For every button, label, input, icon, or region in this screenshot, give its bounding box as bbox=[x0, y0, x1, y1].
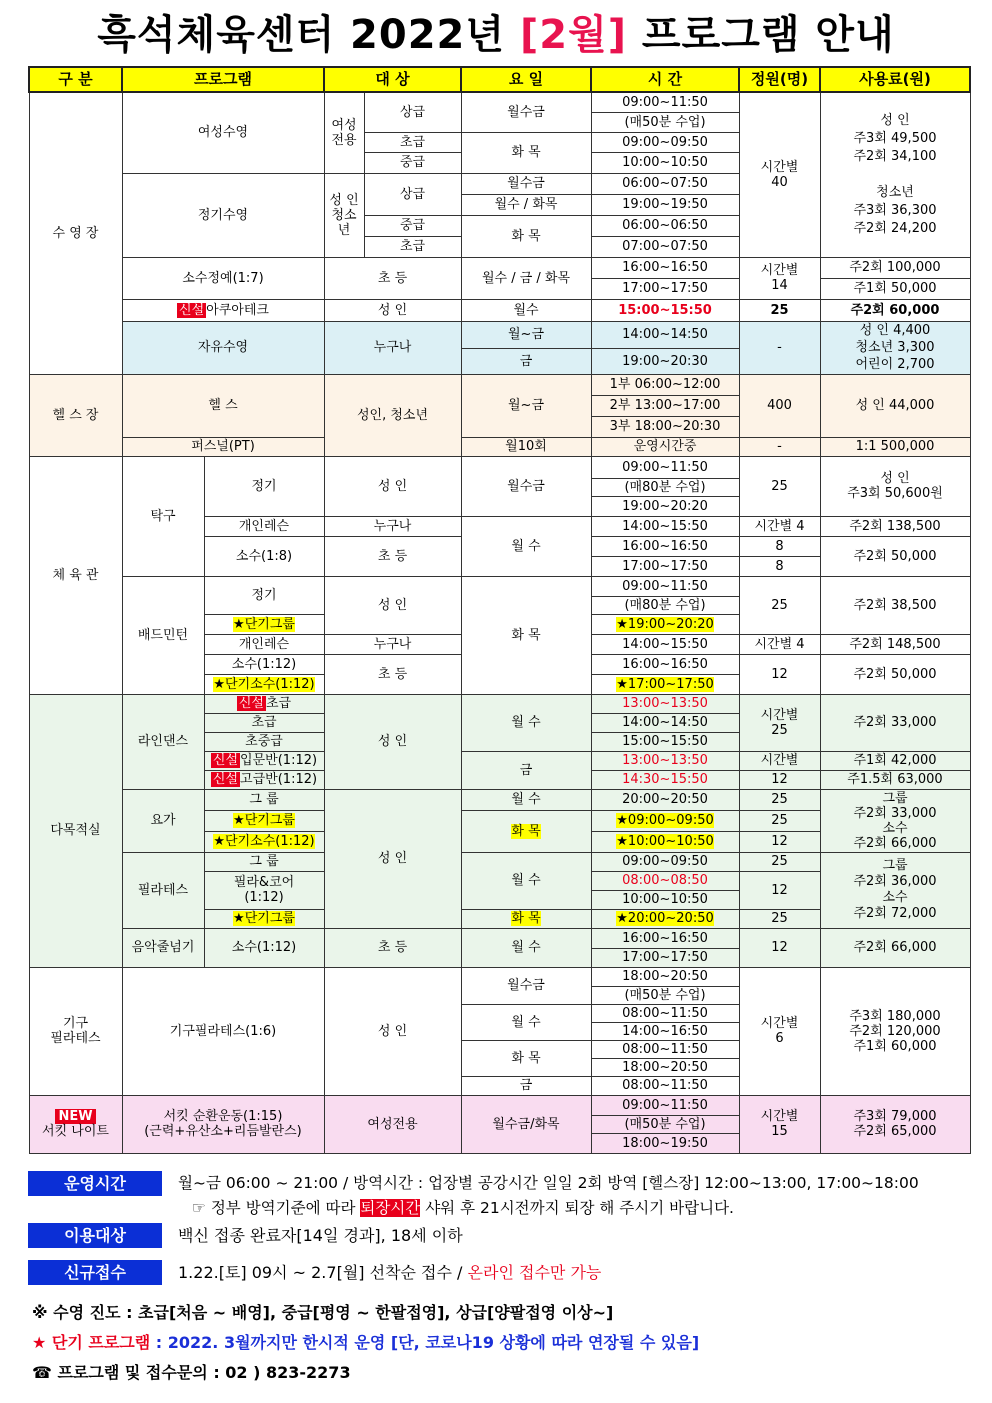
section-hall: 체 육 관 bbox=[29, 456, 122, 694]
hours-note: ☞ 정부 방역기준에 따라 퇴장시간 샤워 후 21시전까지 퇴장 해 주시기 바랍니다. bbox=[192, 1199, 734, 1217]
section-pool: 수 영 장 bbox=[29, 92, 122, 374]
reg-label: 신규접수 bbox=[28, 1260, 162, 1285]
hours-label: 운영시간 bbox=[28, 1171, 162, 1196]
new-tag: 신설 bbox=[179, 302, 205, 318]
section-multi: 다목적실 bbox=[29, 694, 122, 967]
new-badge: NEW bbox=[55, 1109, 95, 1124]
program-table: 구 분 프로그램 대 상 요 일 시 간 정원(명) 사용료(원) 수 영 장 여성수영 여성 전용 상급 월수금 09:00~11:50 시간별 40 성 인 주3회 49,500 주2회 34,100 청소년 주3회 36,300 주2회 24,200 (매50분 수업) 초급 화 목 09:00~09:50 중급 10:00~10:50 정기수영 성 인 청소년 상급 월수금 06:00~07:50 월수 / 화목 19:00~19:50 중급 화 목 06:00~06:50 초급 07:00~07:50 소수정예(1:7) 초 등 월수 / 금 / 화목 16:00~16:50 시간별 14 주2회 100,000 17:00~17:50 주1회 50,000 신설 아쿠아테크 성 인 월수 15:00~15:50 25 주2회 60,000 자유수영 누구나 월~금 14:00~14:50 - 성 인 4,400 청소년 3,300 어린이 2,700 금 19:00~20:30 헬 스 장 헬 스 성인, 청소년 월~금 1부 06:00~12:00 400 성 인 44,000 2부 13:00~17:00 3부 18:00~20:30 퍼스널(PT) 월10회 운영시간중 - 1:1 500,000 체 육 관 탁구 정기 성 인 월수금 09:00~11:50 25 성 인 주3회 50,600원 (매80분 수업) 19:00~20:20 개인레슨 누구나 월 수 14:00~15:50 시간별 4 주2회 138,500 소수(1:8) 초 등 16:00~16:50 8 주2회 50,000 17:00~17:50 8 배드민턴 정기 성 인 화 목 09:00~11:50 25 주2회 38,500 (매80분 수업) ★단기그룹 ★19:00~20:20 개인레슨 누구나 14:00~15:50 시간별 4 주2회 148,500 소수(1:12) 초 등 16:00~16:50 12 주2회 50,000 ★단기소수(1:12) ★17:00~17:50 다목적실 라인댄스 신설 초급 성 인 월 수 13:00~13:50 시간별 25 주2회 33,000 초급 14:00~14:50 초중급 15:00~15:50 신설 입문반(1:12) 금 13:00~13:50 시간별 주1회 42,000 신설 고급반(1:12) 14:30~15:50 12 주1.5회 63,000 요가 그 룹 성 인 월 수 20:00~20:50 25 그룹 주2회 33,000 소수 주2회 66,000 ★단기그룹 화 목 ★09:00~09:50 25 ★단기소수(1:12) ★10:00~10:50 12 필라테스 그 룹 월 수 09:00~09:50 25 그룹 주2회 36,000 소수 주2회 72,000 필라&코어 (1:12) 08:00~08:50 12 10:00~10:50 ★단기그룹 화 목 ★20:00~20:50 25 음악줄넘기 소수(1:12) 초 등 월 수 16:00~16:50 12 주2회 66,000 17:00~17:50 기구 필라테스 기구필라테스(1:6) 성 인 월수금 18:00~20:50 시간별 6 주3회 180,000 주2회 120,000 주1회 60,000 (매50분 수업) 월 수 08:00~11:50 14:00~16:50 화 목 08:00~11:50 18:00~20:50 금 08:00~11:50 NEW 서킷 나이트 서킷 순환운동(1:15) (근력+유산소+리듬발란스) 여성전용 월수금/화목 09:00~11:50 시간별 15 주3회 79,000 주2회 65,000 (매50분 수업) 18:00~19:50 bbox=[28, 66, 971, 1154]
section-circuit: NEW 서킷 나이트 bbox=[29, 1095, 122, 1153]
header-row: 구 분 프로그램 대 상 요 일 시 간 정원(명) 사용료(원) bbox=[29, 67, 970, 92]
reg-text: 1.22.[토] 09시 ~ 2.7[월] 선착순 접수 / 온라인 접수만 가능 bbox=[178, 1263, 602, 1282]
target-text: 백신 접종 완료자[14일 경과], 18세 이하 bbox=[178, 1226, 463, 1245]
hours-text: 월~금 06:00 ~ 21:00 / 방역시간 : 업장별 공강시간 일일 2회 방역 [헬스장] 12:00~13:00, 17:00~18:00 bbox=[178, 1174, 919, 1192]
note-contact: ☎ 프로그램 및 접수문의 : 02 ) 823-2273 bbox=[32, 1363, 351, 1382]
note-swim-level: ※ 수영 진도 : 초급[처음 ~ 배영], 중급[평영 ~ 한팔접영], 상급[양팔접영 이상~] bbox=[32, 1303, 614, 1322]
title-month: [2월] bbox=[519, 12, 627, 58]
section-equip: 기구 필라테스 bbox=[29, 967, 122, 1095]
section-gym: 헬 스 장 bbox=[29, 374, 122, 456]
note-short-program: ★ 단기 프로그램 : 2022. 3월까지만 한시적 운영 [단, 코로나19 상황에 따라 연장될 수 있음] bbox=[32, 1333, 700, 1352]
page-title: 흑석체육센터 2022년 [2월] 프로그램 안내 bbox=[97, 12, 895, 58]
target-label: 이용대상 bbox=[28, 1223, 162, 1248]
